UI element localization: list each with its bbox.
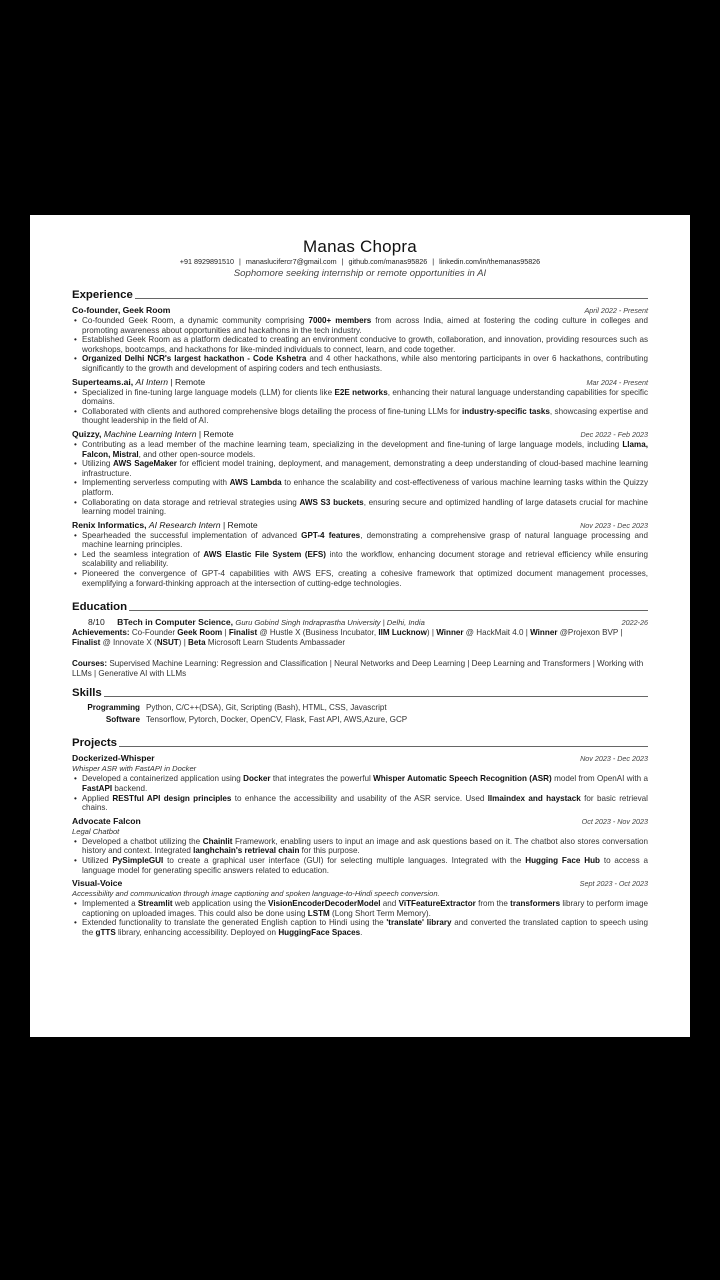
text-run: Spearheaded the successful implementation of advanced bbox=[82, 530, 302, 540]
entry-date: Nov 2023 - Dec 2023 bbox=[580, 520, 648, 530]
text-run: from the bbox=[475, 899, 511, 909]
bold-text: Finalist bbox=[72, 638, 101, 648]
experience-entry bbox=[72, 429, 648, 517]
bullet-item bbox=[82, 856, 648, 875]
bold-text: AWS S3 buckets bbox=[299, 497, 364, 507]
text-run: and 4 other hackathons, while also mentoring participants in over 6 hackathons, contributing significantly to the growth and development of aspiring coders and tech enthusiasts. bbox=[82, 354, 649, 373]
contact-line bbox=[72, 257, 648, 267]
experience-entry bbox=[72, 377, 648, 426]
text-run: web application using the bbox=[172, 899, 269, 909]
bold-text: Winner bbox=[530, 628, 558, 638]
bullet-item bbox=[82, 918, 648, 937]
text-run: Collaborated with clients and authored comprehensive blogs detailing the process of fine-tuning LLMs for bbox=[82, 406, 463, 416]
skill-row bbox=[72, 702, 648, 714]
text-run: @ Hustle X (Business Incubator, bbox=[257, 628, 379, 638]
bold-text: IIM Lucknow bbox=[378, 628, 427, 638]
bullet-item bbox=[82, 794, 648, 813]
section-divider bbox=[119, 746, 648, 747]
bold-text: LSTM bbox=[307, 908, 330, 918]
bullet-item bbox=[82, 478, 648, 497]
bullet-list bbox=[72, 774, 648, 812]
text-run: and converted the translated caption to speech using the bbox=[82, 918, 648, 937]
text-run: Framework, enabling users to input an image and ask questions based on it. The chatbot also stores conversation history and context. Integrated bbox=[82, 836, 648, 856]
location: | Remote bbox=[170, 376, 206, 387]
entry-date: Nov 2023 - Dec 2023 bbox=[580, 754, 648, 764]
experience-entry bbox=[72, 520, 648, 589]
bold-text: langhchain's retrieval chain bbox=[193, 846, 300, 856]
bullet-list bbox=[72, 440, 648, 517]
entry-header bbox=[72, 305, 648, 316]
bullet-item bbox=[82, 354, 648, 373]
entry-header bbox=[72, 429, 648, 440]
project-subtitle: Legal Chatbot bbox=[72, 826, 120, 836]
courses bbox=[72, 659, 648, 679]
entry-title bbox=[72, 429, 234, 440]
text-run: and bbox=[380, 899, 399, 909]
entry-date: April 2022 - Present bbox=[584, 306, 648, 315]
bold-text: industry-specific tasks bbox=[462, 406, 550, 416]
bold-text: Organized Delhi NCR's largest hackathon - Code Kshetra bbox=[82, 354, 307, 364]
bold-text: Chainlit bbox=[202, 836, 233, 846]
text-run: Microsoft Learn Students Ambassader bbox=[205, 638, 346, 648]
bullet-item bbox=[82, 388, 648, 407]
section-divider bbox=[135, 298, 648, 299]
education-section-heading bbox=[72, 600, 648, 614]
project-entry bbox=[72, 753, 648, 812]
bold-text: llmaindex and haystack bbox=[487, 793, 581, 803]
text-run: @ Innovate X ( bbox=[100, 638, 157, 648]
bold-text: Streamlit bbox=[137, 899, 173, 909]
entry-date: Mar 2024 - Present bbox=[586, 377, 648, 387]
project-name: Visual-Voice bbox=[72, 878, 123, 889]
text-run: , demonstrating a comprehensive grasp of natural language processing and machine learning principles. bbox=[82, 530, 648, 550]
text-run: Established Geek Room as a platform dedicated to creating an environment conducive to growth, collaboration, and innovation, providing resources such as workshops, bootcamps, and hackathons for like-minded individuals to connect, learn, and code together. bbox=[82, 335, 648, 354]
bullet-list bbox=[72, 388, 648, 426]
text-run: Led the seamless integration of bbox=[82, 549, 204, 559]
text-run: Co-founded Geek Room, a dynamic community comprising bbox=[82, 316, 309, 325]
bullet-item bbox=[82, 837, 648, 856]
text-run: library, enhancing accessibility. Deployed on bbox=[115, 927, 279, 937]
skill-value: Tensorflow, Pytorch, Docker, OpenCV, Flask, Fast API, AWS,Azure, GCP bbox=[146, 715, 408, 725]
text-run: (Long Short Term Memory). bbox=[329, 908, 431, 918]
bold-text: NSUT bbox=[156, 638, 179, 648]
text-run: , ensuring secure and optimized handling of large datasets crucial for machine learning model training. bbox=[82, 497, 649, 517]
text-run: Implementing serverless computing with bbox=[82, 478, 230, 488]
bold-text: 'translate' library bbox=[386, 918, 452, 928]
text-run: ) | bbox=[178, 638, 189, 648]
bold-text: Beta bbox=[188, 638, 206, 648]
text-run: | bbox=[222, 628, 229, 638]
github-link[interactable]: github.com/manas95826 bbox=[348, 257, 428, 266]
bullet-list bbox=[72, 837, 648, 875]
text-run: for this purpose. bbox=[299, 846, 360, 856]
text-run: Contributing as a lead member of the machine learning team, specializing in the development and fine-tuning of large language models, including bbox=[82, 439, 623, 449]
entry-header bbox=[72, 520, 648, 531]
text-run: Developed a containerized application using bbox=[82, 774, 244, 784]
degree: BTech in Computer Science, bbox=[117, 617, 234, 628]
text-run: Implemented a bbox=[82, 899, 138, 909]
organization: Quizzy, bbox=[72, 428, 102, 439]
text-run: Specialized in fine-tuning large language models (LLM) for clients like bbox=[82, 387, 335, 397]
bold-text: Whisper Automatic Speech Recognition (ASR) bbox=[373, 774, 552, 784]
project-subtitle: Whisper ASR with FastAPI in Docker bbox=[72, 764, 197, 774]
bullet-list bbox=[72, 316, 648, 374]
text-run: , showcasing expertise and thought leadership in the field of AI. bbox=[82, 406, 648, 426]
text-run: . bbox=[360, 927, 363, 937]
bold-text: Geek Room bbox=[177, 628, 223, 638]
bold-text: AWS Lambda bbox=[229, 478, 282, 488]
entry-header bbox=[72, 753, 648, 764]
phone-number: +91 8929891510 bbox=[179, 257, 234, 266]
section-title: Skills bbox=[72, 687, 102, 700]
experience-entry bbox=[72, 305, 648, 374]
bold-text: Llama, Falcon, Mistral bbox=[82, 439, 648, 459]
text-run: for efficient model training, deployment, and management, demonstrating a deep understanding of cloud-based machine learning infrastructure. bbox=[82, 459, 648, 478]
tagline: Sophomore seeking internship or remote opportunities in AI bbox=[233, 268, 487, 279]
bullet-item bbox=[82, 440, 648, 459]
text-run: Utilized bbox=[82, 856, 113, 865]
project-name: Advocate Falcon bbox=[72, 815, 141, 826]
entry-date: Sept 2023 - Oct 2023 bbox=[579, 879, 648, 889]
bullet-list bbox=[72, 899, 648, 937]
gpa: 8/10 bbox=[88, 617, 105, 628]
text-run: Pioneered the convergence of GPT-4 capabilities with AWS EFS, creating a cohesive framework that optimized document management processes, exemplifying a forward-thinking approach at the intersection of cutting-edge technologies. bbox=[82, 569, 648, 588]
organization: Superteams.ai, bbox=[72, 376, 134, 387]
education-entry bbox=[72, 617, 648, 628]
projects-list bbox=[72, 753, 648, 937]
bold-text: PySimpleGUI bbox=[112, 856, 164, 865]
bullet-item bbox=[82, 459, 648, 478]
text-run: that integrates the powerful bbox=[270, 774, 374, 784]
candidate-name: Manas Chopra bbox=[303, 237, 417, 256]
skills-list bbox=[72, 702, 648, 726]
entry-date: Oct 2023 - Nov 2023 bbox=[581, 816, 648, 826]
text-run: @ HackMait 4.0 | bbox=[463, 628, 531, 638]
skills-section-heading bbox=[72, 686, 648, 700]
bullet-item bbox=[82, 774, 648, 793]
organization: Renix Informatics, bbox=[72, 519, 147, 530]
bullet-item bbox=[82, 407, 648, 426]
text-run: to enhance the accessibility and usability of the ASR service. Used bbox=[231, 793, 488, 803]
role: Machine Learning Intern bbox=[103, 428, 197, 439]
section-title: Education bbox=[72, 601, 128, 614]
role: AI Intern bbox=[135, 376, 169, 387]
separator: | bbox=[238, 257, 241, 266]
bold-text: Achievements: bbox=[72, 628, 130, 638]
entry-title bbox=[72, 520, 258, 531]
bold-text: Hugging Face Hub bbox=[525, 856, 600, 865]
text-run: to access a language model for generating specific answers related to education. bbox=[82, 856, 648, 875]
separator: | bbox=[432, 257, 435, 266]
bold-text: Docker bbox=[243, 774, 271, 784]
entry-title bbox=[72, 377, 205, 388]
bold-text: gTTS bbox=[95, 927, 116, 937]
section-title: Projects bbox=[72, 737, 117, 750]
role: AI Research Intern bbox=[148, 519, 221, 530]
project-subtitle: Accessibility and communication through image captioning and spoken language-to-Hindi speech conversion. bbox=[72, 889, 440, 899]
text-run: Co-Founder bbox=[129, 628, 178, 638]
bullet-item bbox=[82, 335, 648, 354]
bold-text: AWS Elastic File System (EFS) bbox=[203, 549, 326, 559]
projects-section-heading bbox=[72, 736, 648, 750]
bold-text: transformers bbox=[510, 899, 561, 909]
bold-text: RESTful API design principles bbox=[112, 793, 232, 803]
bullet-item bbox=[82, 498, 648, 517]
text-run: from across India, aimed at fostering the coding culture in colleges and promoting awareness about opportunities and hackathons in the tech industry. bbox=[82, 316, 648, 335]
bullet-item bbox=[82, 550, 648, 569]
entry-date: Dec 2022 - Feb 2023 bbox=[580, 429, 648, 439]
entry-header bbox=[72, 878, 648, 889]
linkedin-link[interactable]: linkedin.com/in/themanas95826 bbox=[439, 257, 541, 266]
resume-page bbox=[30, 215, 690, 1037]
entry-header bbox=[72, 816, 648, 827]
bold-text: GPT-4 features bbox=[301, 530, 361, 540]
text-run: Utilizing bbox=[82, 459, 114, 469]
location: | Remote bbox=[198, 428, 234, 439]
project-entry bbox=[72, 816, 648, 875]
entry-title bbox=[72, 305, 170, 316]
bullet-item bbox=[82, 531, 648, 550]
bold-text: Courses: bbox=[72, 658, 108, 668]
text-run: Collaborating on data storage and retrieval strategies using bbox=[82, 497, 300, 507]
email-link[interactable]: manaslucifercr7@gmail.com bbox=[245, 257, 337, 266]
location: | Remote bbox=[222, 519, 258, 530]
bullet-list bbox=[72, 531, 648, 589]
bold-text: VisionEncoderDecoderModel bbox=[268, 899, 381, 909]
project-name: Dockerized-Whisper bbox=[72, 753, 155, 764]
bold-text: Finalist bbox=[228, 628, 258, 638]
education-date: 2022-26 bbox=[621, 618, 648, 628]
entry-header bbox=[72, 377, 648, 388]
section-title: Experience bbox=[72, 289, 133, 301]
text-run: Extended functionality to translate the generated English caption to Hindi using the bbox=[82, 918, 387, 928]
organization: Co-founder, Geek Room bbox=[72, 305, 171, 315]
skill-row bbox=[72, 714, 648, 726]
text-run: , enhancing their natural language understanding capabilities for specific domains. bbox=[82, 387, 649, 407]
skill-label: Programming bbox=[87, 703, 140, 713]
text-run: @Projexon BVP | bbox=[557, 628, 623, 638]
section-divider bbox=[104, 696, 648, 697]
bold-text: HuggingFace Spaces bbox=[278, 927, 361, 937]
text-run: model from OpenAI with a bbox=[551, 774, 648, 784]
text-run: Supervised Machine Learning: Regression and Classification | Neural Networks and Deep Learning | Deep Learning and Transformers | Working with LLMs | Generative AI with LLMs bbox=[72, 658, 644, 678]
text-run: to enhance the scalability and cost-effectiveness of various machine learning tasks within the Quizzy platform. bbox=[82, 478, 648, 497]
experience-section-heading bbox=[72, 288, 648, 302]
bold-text: 7000+ members bbox=[308, 316, 372, 325]
bold-text: E2E networks bbox=[334, 387, 388, 397]
university: Guru Gobind Singh Indraprastha University | Delhi, India bbox=[235, 618, 425, 628]
text-run: to create a graphical user interface (GUI) for selecting multiple languages. Integrated with the bbox=[163, 856, 526, 865]
bold-text: FastAPI bbox=[82, 784, 113, 794]
achievements bbox=[72, 628, 648, 648]
skill-value: Python, C/C++(DSA), Git, Scripting (Bash), HTML, CSS, Javascript bbox=[146, 703, 387, 713]
bullet-item bbox=[82, 899, 648, 918]
text-run: Developed a chatbot utilizing the bbox=[82, 836, 203, 846]
separator: | bbox=[341, 257, 344, 266]
bullet-item bbox=[82, 316, 648, 335]
experience-list bbox=[72, 305, 648, 588]
text-run: ) | bbox=[426, 628, 437, 638]
text-run: backend. bbox=[112, 784, 148, 794]
project-entry bbox=[72, 878, 648, 937]
skill-label: Software bbox=[105, 715, 140, 725]
bold-text: ViTFeatureExtractor bbox=[398, 899, 476, 909]
text-run: for basic retrieval chains. bbox=[82, 793, 648, 813]
bold-text: AWS SageMaker bbox=[113, 459, 177, 469]
text-run: Applied bbox=[82, 793, 113, 803]
bullet-item bbox=[82, 569, 648, 588]
text-run: library to perform image captioning on uploaded images. This could also be done using bbox=[82, 899, 648, 918]
section-divider bbox=[129, 610, 648, 611]
bold-text: Winner bbox=[436, 628, 464, 638]
text-run: , and other open-source models. bbox=[138, 449, 256, 459]
text-run: into the workflow, enhancing document storage and retrieval efficiency while ensuring scalability and reliability. bbox=[82, 549, 649, 569]
